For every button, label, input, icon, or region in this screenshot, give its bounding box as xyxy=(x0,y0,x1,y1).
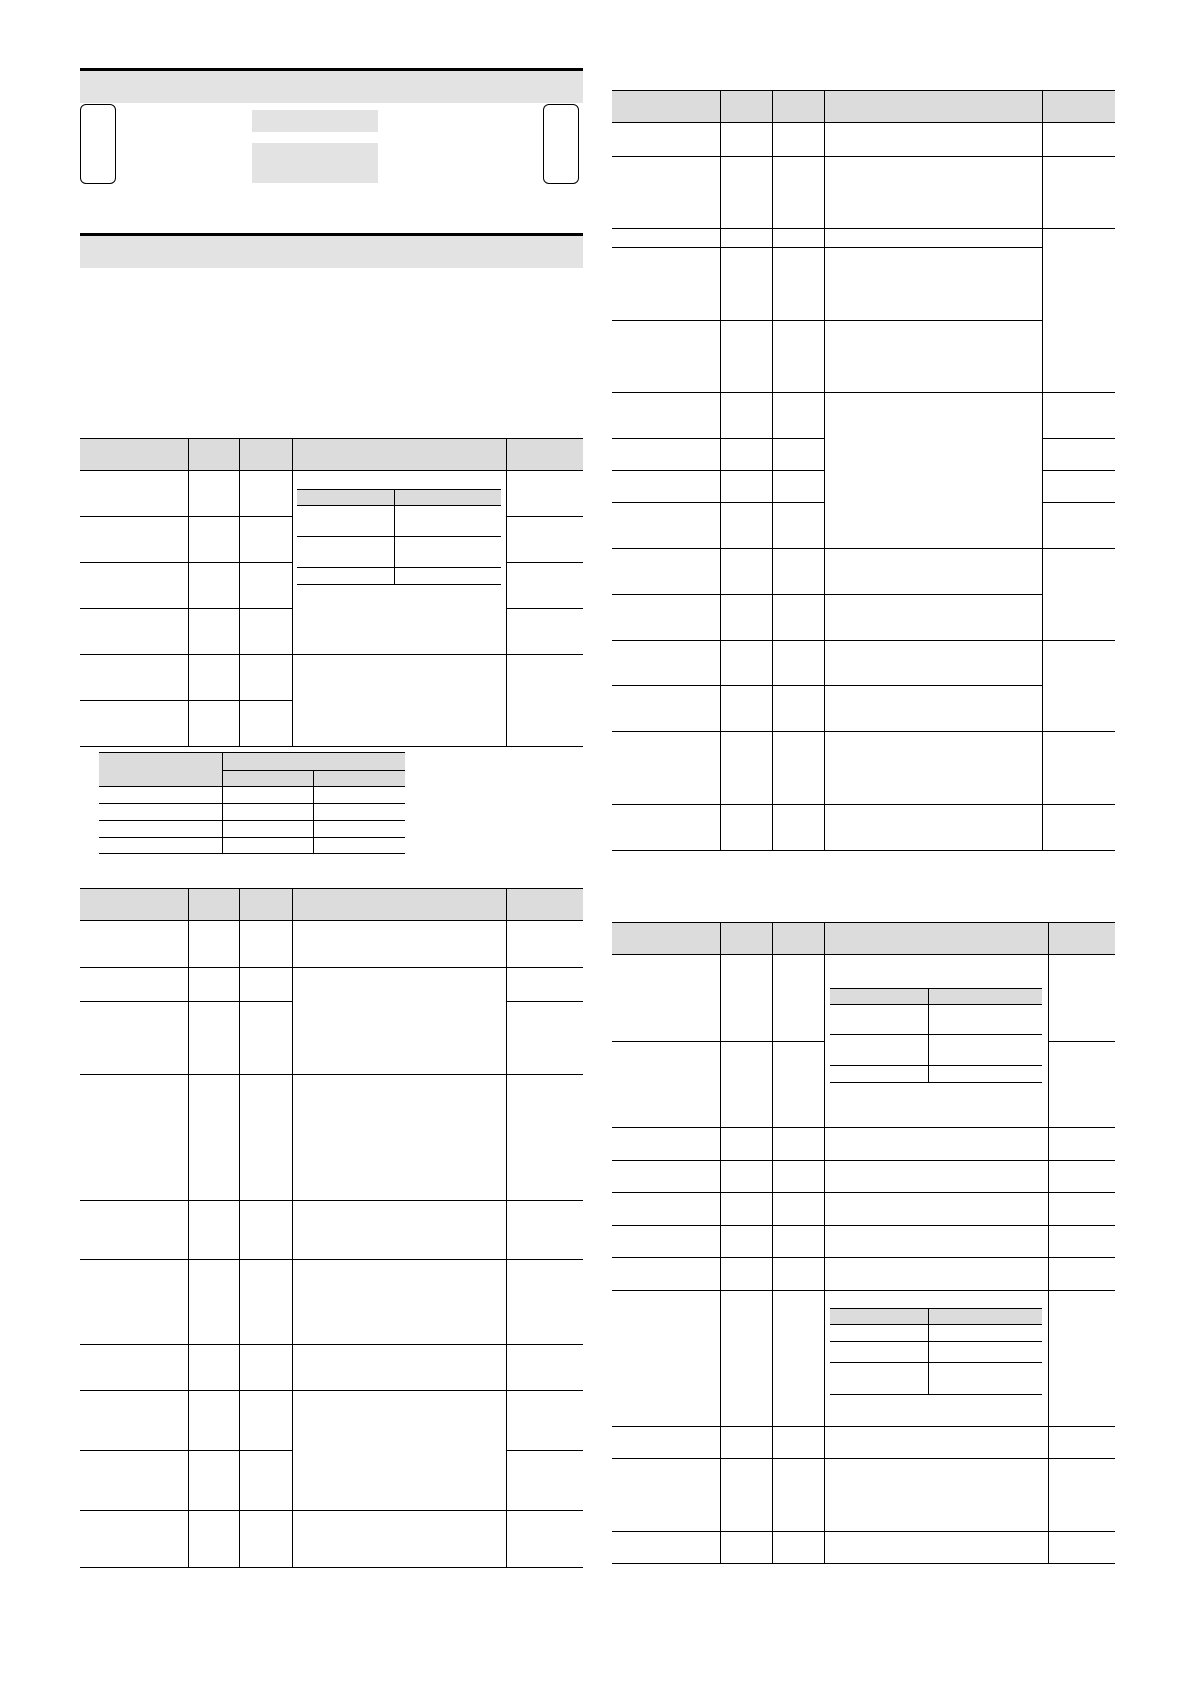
section-1-header-bar xyxy=(80,68,583,103)
section-2-header-bar xyxy=(80,233,583,268)
display-label-box-bottom xyxy=(252,143,378,183)
table-d-header xyxy=(612,922,1115,954)
table-a-header xyxy=(80,438,583,470)
table-c-header xyxy=(612,90,1115,122)
left-tab-bracket xyxy=(80,104,116,184)
right-tab-bracket xyxy=(543,104,579,184)
table-b-header xyxy=(80,888,583,920)
table-a-nested-header xyxy=(297,489,501,505)
display-label-box-top xyxy=(252,110,378,132)
